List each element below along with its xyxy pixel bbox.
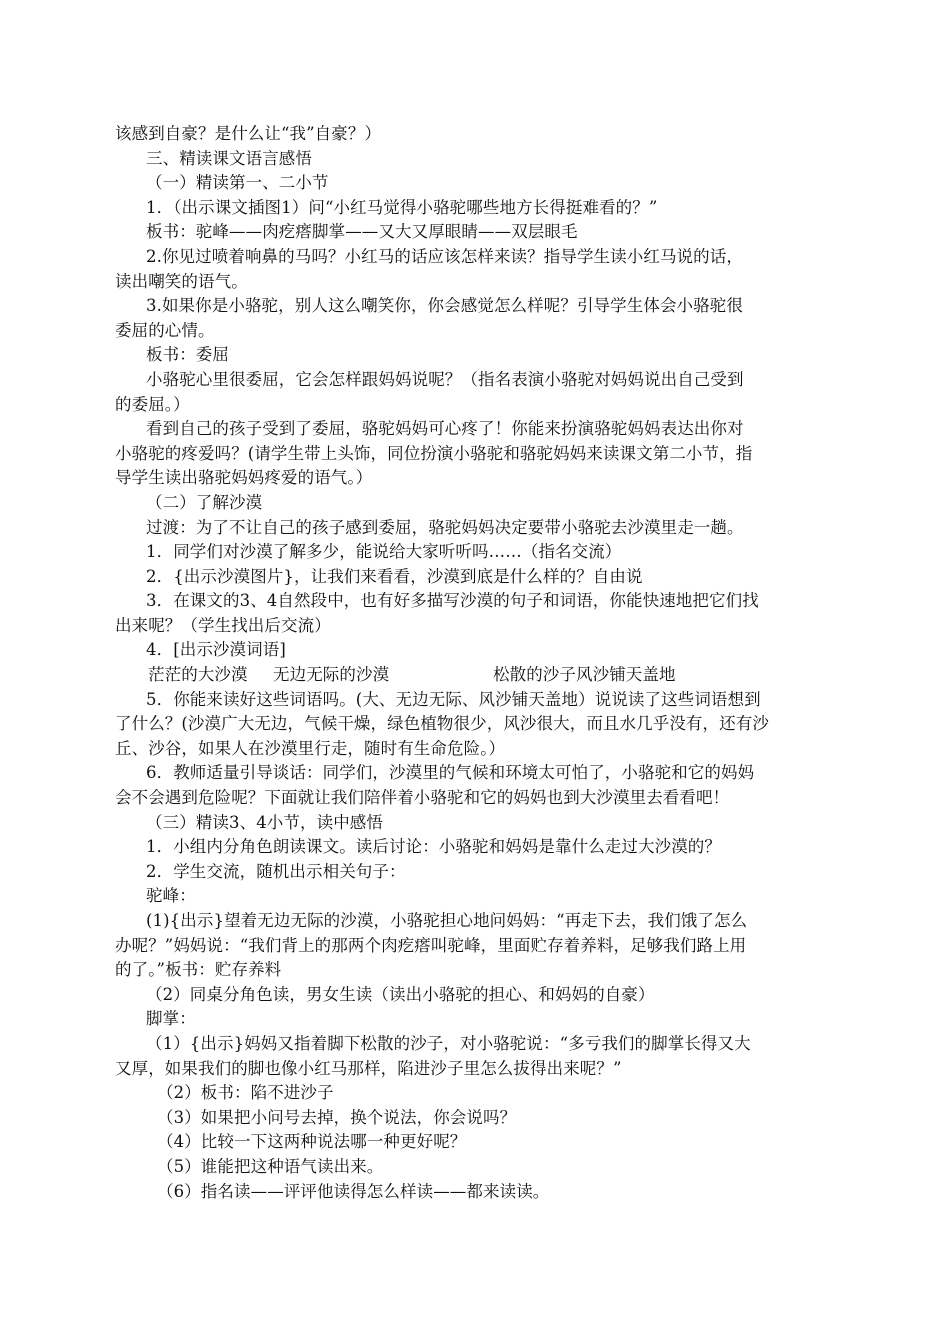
text-line: 1．小组内分角色朗读课文。读后讨论：小骆驼和妈妈是靠什么走过大沙漠的？ (146, 837, 721, 857)
text-line: 看到自己的孩子受到了委屈，骆驼妈妈可心疼了！你能来扮演骆驼妈妈表达出你对 (146, 419, 744, 439)
text-line: 1．（出示课文插图1）问“小红马觉得小骆驼哪些地方长得挺难看的？” (146, 197, 658, 217)
desert-word: 茫茫的大沙漠 (148, 665, 248, 685)
text-line: （6）指名读——评评他读得怎么样读——都来读读。 (157, 1181, 550, 1201)
text-line: 5．你能来读好这些词语吗。(大、无边无际、风沙铺天盖地）说说读了这些词语想到 (146, 689, 761, 709)
text-line: 会不会遇到危险呢？下面就让我们陪伴着小骆驼和它的妈妈也到大沙漠里去看看吧！ (115, 788, 730, 808)
text-line: 丘、沙谷，如果人在沙漠里行走，随时有生命危险。） (115, 738, 506, 758)
text-line: 1．同学们对沙漠了解多少，能说给大家听听吗……（指名交流） (146, 542, 622, 562)
text-line: 的了。”板书：贮存养料 (115, 960, 282, 980)
board-note: 板书：委屈 (146, 345, 229, 365)
desert-words-row (115, 663, 840, 688)
desert-word: 无边无际的沙漠 (273, 665, 390, 685)
text-line: 过渡：为了不让自己的孩子感到委屈，骆驼妈妈决定要带小骆驼去沙漠里走一趟。 (146, 517, 744, 537)
text-line: 3．在课文的3、4自然段中，也有好多描写沙漠的句子和词语，你能快速地把它们找 (146, 591, 759, 611)
text-line: 办呢？”妈妈说：“我们背上的那两个肉疙瘩叫驼峰，里面贮存着养料，足够我们路上用 (115, 935, 747, 955)
text-line: 读出嘲笑的语气。 (115, 271, 248, 291)
text-line: （4）比较一下这两种说法哪一种更好呢？ (157, 1132, 467, 1152)
text-line: 2．学生交流，随机出示相关句子： (146, 861, 406, 881)
text-line: 2．{出示沙漠图片}，让我们来看看，沙漠到底是什么样的？自由说 (146, 566, 643, 586)
text-line: 了什么？(沙漠广大无边，气候干燥，绿色植物很少，风沙很大，而且水几乎没有，还有沙 (115, 714, 769, 734)
text-line: （2）板书：陷不进沙子 (157, 1083, 334, 1103)
text-line: 3.如果你是小骆驼，别人这么嘲笑你，你会感觉怎么样呢？引导学生体会小骆驼很 (146, 296, 743, 316)
text-line: （1）{出示}妈妈又指着脚下松散的沙子，对小骆驼说：“多亏我们的脚掌长得又大 (146, 1033, 751, 1053)
text-line: 脚掌： (146, 1009, 196, 1029)
text-line: 4．[出示沙漠词语] (146, 640, 286, 660)
text-line: 2.你见过喷着响鼻的马吗？小红马的话应该怎样来读？指导学生读小红马说的话， (146, 246, 743, 266)
text-line: （2）同桌分角色读，男女生读（读出小骆驼的担心、和妈妈的自豪） (146, 984, 655, 1004)
text-line: 驼峰： (146, 886, 196, 906)
text-line: 导学生读出骆驼妈妈疼爱的语气。） (115, 468, 373, 488)
board-note: 板书：驼峰——肉疙瘩脚掌——又大又厚眼睛——双层眼毛 (146, 222, 578, 242)
section-heading: 三、精读课文语言感悟 (146, 148, 312, 168)
subsection-heading: （二）了解沙漠 (146, 492, 263, 512)
text-line: 出来呢？（学生找出后交流） (115, 615, 331, 635)
text-line: 6．教师适量引导谈话：同学们，沙漠里的气候和环境太可怕了，小骆驼和它的妈妈 (146, 763, 755, 783)
text-line: 小骆驼心里很委屈，它会怎样跟妈妈说呢？（指名表演小骆驼对妈妈说出自己受到 (146, 369, 744, 389)
document-body (115, 122, 840, 1204)
desert-word: 松散的沙子风沙铺天盖地 (493, 665, 676, 685)
text-line: （3）如果把小问号去掉，换个说法，你会说吗？ (157, 1107, 517, 1127)
text-line: 又厚，如果我们的脚也像小红马那样，陷进沙子里怎么拔得出来呢？” (115, 1058, 622, 1078)
text-line: 小骆驼的疼爱吗？(请学生带上头饰，同位扮演小骆驼和骆驼妈妈来读课文第二小节，指 (115, 443, 753, 463)
subsection-heading: （一）精读第一、二小节 (146, 173, 329, 193)
text-line: 该感到自豪？是什么让“我”自豪？） (115, 124, 382, 143)
text-line: （5）谁能把这种语气读出来。 (157, 1156, 384, 1176)
text-line: 的委屈。） (115, 394, 190, 414)
text-line: 委屈的心情。 (115, 320, 215, 340)
text-line: (1){出示}望着无边无际的沙漠，小骆驼担心地问妈妈：“再走下去，我们饿了怎么 (146, 911, 748, 930)
subsection-heading: （三）精读3、4小节，读中感悟 (146, 812, 383, 832)
